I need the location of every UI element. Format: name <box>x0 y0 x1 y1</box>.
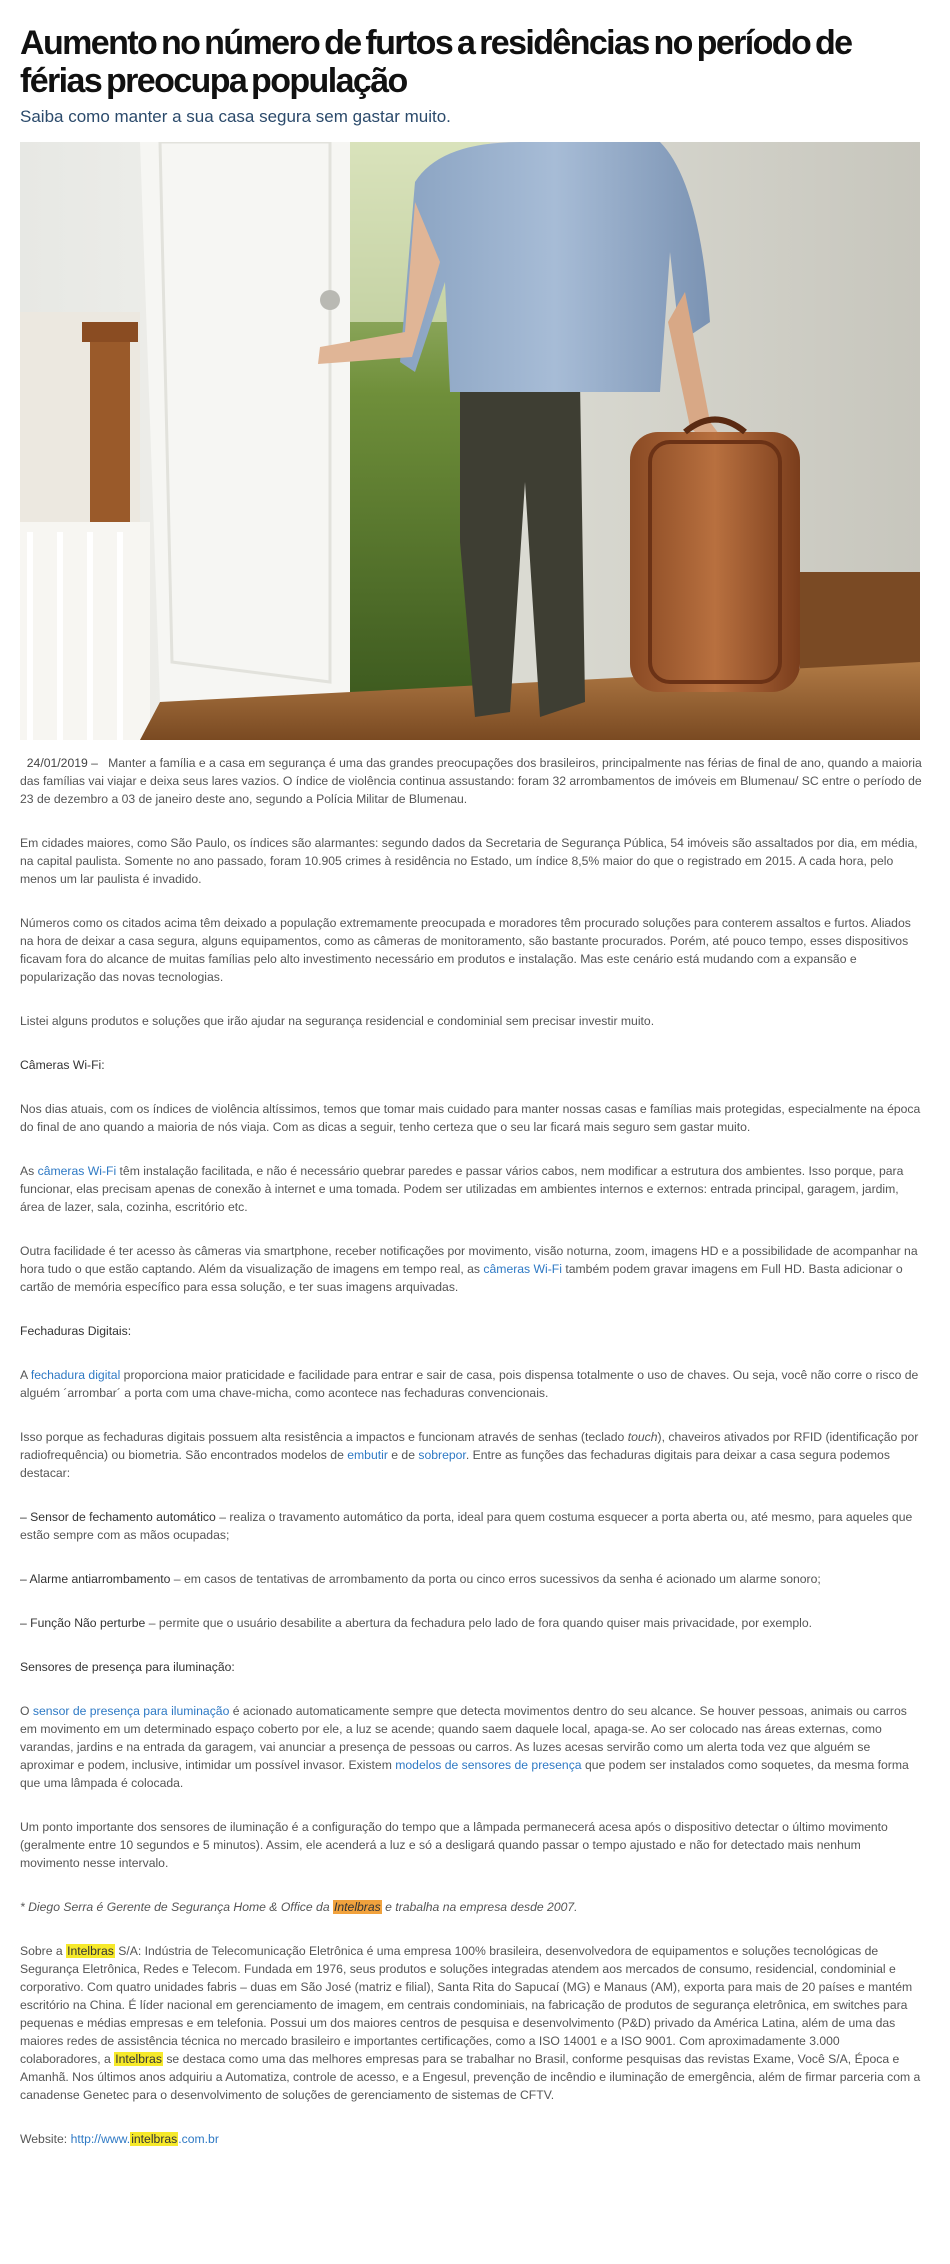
section-heading-fechaduras: Fechaduras Digitais: <box>20 1324 132 1338</box>
paragraph: O sensor de presença para iluminação é acionado automaticamente sempre que detecta movimentos dentro do seu alcance. Se houver pessoas, animais ou carros em movimento em um determinado espaço coberto por ele, a luz se acende; quando saem daquele local, apaga-se. Ao ser colocado nas áreas externas, como varandas, jardins e na entrada da garagem, vai anunciar a presença de pessoas ou carros. As luzes acesas servirão como um alerta toda vez que alguém se aproximar e podem, inclusive, intimidar um possível invasor. Existem modelos de sensores de presença que podem ser instalados como soquetes, da mesma forma que uma lâmpada é colocada. <box>20 1704 909 1790</box>
feature-item: – Alarme antiarrombamento – em casos de tentativas de arrombamento da porta ou cinco erros sucessivos da senha é acionado um alarme sonoro; <box>20 1572 821 1586</box>
link-fechadura-digital[interactable]: fechadura digital <box>30 1368 121 1382</box>
feature-item: – Sensor de fechamento automático – realiza o travamento automático da porta, ideal para quem costuma esquecer a porta aberta ou, até mesmo, para aqueles que estão sempre com as mãos ocupadas; <box>20 1510 913 1542</box>
article-body <box>20 754 922 2148</box>
link-modelos-sensores[interactable]: modelos de sensores de presença <box>395 1758 582 1772</box>
paragraph: Outra facilidade é ter acesso às câmeras via smartphone, receber notificações por movimento, visão noturna, zoom, imagens HD e a possibilidade de acompanhar na hora tudo o que estão captando. Além da visualização de imagens em tempo real, as câmeras Wi-Fi também podem gravar imagens em Full HD. Basta adicionar o cartão de memória específico para essa solução, e ter suas imagens arquivadas. <box>20 1244 918 1294</box>
paragraph: Isso porque as fechaduras digitais possuem alta resistência a impactos e funcionam através de senhas (teclado touch), chaveiros ativados por RFID (identificação por radiofrequência) ou biometria. São encontrados modelos de embutir e de sobrepor. Entre as funções das fechaduras digitais para deixar a casa segura podemos destacar: <box>20 1430 919 1480</box>
link-cameras-wifi[interactable]: câmeras Wi-Fi <box>37 1164 117 1178</box>
link-sensor-presenca[interactable]: sensor de presença para iluminação <box>32 1704 230 1718</box>
paragraph: Em cidades maiores, como São Paulo, os índices são alarmantes: segundo dados da Secretaria de Segurança Pública, 54 imóveis são assaltados por dia, em média, na capital paulista. Somente no ano passado, foram 10.905 crimes à residência no Estado, um índice 8,5% maior do que o registrado em 2015. A cada hora, pelo menos um lar paulista é invadido. <box>20 836 918 886</box>
website-link[interactable]: http://www.intelbras.com.br <box>70 2132 219 2146</box>
about-company: Sobre a Intelbras S/A: Indústria de Telecomunicação Eletrônica é uma empresa 100% brasileira, desenvolvedora de equipamentos e soluções tecnológicas de Segurança Eletrônica, Redes e Telecom. Fundada em 1976, seus produtos e soluções integradas atendem aos mercados de consumo, residencial, condominial e corporativo. Com quatro unidades fabris – duas em São José (matriz e filial), Santa Rita do Sapucaí (MG) e Manaus (AM), exporta para mais de 20 países e mantém escritório na China. É líder nacional em gerenciamento de imagem, em centrais condominiais, na fabricação de produtos de segurança eletrônica, em switches para pequenas e médias empresas e em telefonia. Possui um dos maiores centros de pesquisa e desenvolvimento (P&D) privado da América Latina, além de uma das maiores redes de assistência técnica no mercado brasileiro e importantes certificações, como a ISO 14001 e a ISO 9001. Com aproximadamente 3.000 colaboradores, a Intelbras se destaca como uma das melhores empresas para se trabalhar no Brasil, conforme pesquisas das revistas Exame, Você S/A, Época e Amanhã. Nos últimos anos adquiriu a Automatiza, controle de acesso, e a Engesul, prevenção de incêndio e iluminação de emergência, além de firmar parceria com a canadense Genetec para o desenvolvimento de soluções de gerenciamento de sistemas de CFTV. <box>20 1944 921 2102</box>
website-line: Website: http://www.intelbras.com.br <box>20 2132 219 2146</box>
brand-highlight: Intelbras <box>115 2052 162 2066</box>
photo-man-leaving-home-with-suitcase-icon <box>20 142 920 740</box>
hero-image <box>20 142 920 740</box>
feature-item: – Função Não perturbe – permite que o usuário desabilite a abertura da fechadura pelo lado de fora quando quiser mais privacidade, por exemplo. <box>20 1616 813 1630</box>
paragraph: Listei alguns produtos e soluções que irão ajudar na segurança residencial e condominial sem precisar investir muito. <box>20 1014 655 1028</box>
link-embutir[interactable]: embutir <box>347 1448 388 1462</box>
paragraph: Números como os citados acima têm deixado a população extremamente preocupada e moradores têm procurado soluções para conterem assaltos e furtos. Aliados na hora de deixar a casa segura, alguns equipamentos, como as câmeras de monitoramento, são bastante procurados. Porém, até pouco tempo, esses dispositivos ficavam fora do alcance de muitas famílias pelo alto investimento necessário em produtos e instalação. Mas este cenário está mudando com a expansão e popularização das novas tecnologias. <box>20 916 911 984</box>
paragraph: Nos dias atuais, com os índices de violência altíssimos, temos que tomar mais cuidado para manter nossas casas e famílias mais protegidas, especialmente na época do final de ano quando a maioria de nós viaja. Com as dicas a seguir, tenho certeza que o seu lar ficará mais seguro sem gastar muito. <box>20 1102 921 1134</box>
paragraph: A fechadura digital proporciona maior praticidade e facilidade para entrar e sair de casa, pois dispensa totalmente o uso de chaves. Ou seja, você não corre o risco de alguém ´arrombar´ a porta com uma chave-micha, como acontece nas fechaduras convencionais. <box>20 1368 919 1400</box>
paragraph: As câmeras Wi-Fi têm instalação facilitada, e não é necessário quebrar paredes e passar vários cabos, nem modificar a estrutura dos ambientes. Isso porque, para funcionar, elas precisam apenas de conexão à internet e uma tomada. Podem ser utilizadas em ambientes internos e externos: entrada principal, garagem, jardim, área de lazer, sala, cozinha, escritório etc. <box>20 1164 904 1214</box>
article-date: 24/01/2019 – <box>26 756 98 770</box>
paragraph-intro: 24/01/2019 – Manter a família e a casa em segurança é uma das grandes preocupações dos brasileiros, principalmente nas férias de final de ano, quando a maioria das famílias vai viajar e deixa seus lares vazios. O índice de violência continua assustando: foram 32 arrombamentos de imóveis em Blumenau/ SC entre o período de 23 de dezembro a 03 de janeiro deste ano, segundo a Polícia Militar de Blumenau. <box>20 756 922 806</box>
paragraph: Um ponto importante dos sensores de iluminação é a configuração do tempo que a lâmpada permanecerá acesa após o dispositivo detectar o último movimento (geralmente entre 10 segundos e 5 minutos). Assim, ele acenderá a luz e só a desligará quando passar o tempo ajustado e não for detectado mais nenhum movimento nesse intervalo. <box>20 1820 888 1870</box>
article-subtitle: Saiba como manter a sua casa segura sem gastar muito. <box>20 107 451 126</box>
link-sobrepor[interactable]: sobrepor <box>418 1448 466 1462</box>
brand-highlight: Intelbras <box>67 1944 114 1958</box>
section-heading-sensores: Sensores de presença para iluminação: <box>20 1660 235 1674</box>
author-note: * Diego Serra é Gerente de Segurança Home & Office da Intelbras e trabalha na empresa desde 2007. <box>20 1900 578 1914</box>
brand-highlight: Intelbras <box>333 1900 381 1914</box>
section-heading-cameras: Câmeras Wi-Fi: <box>20 1058 105 1072</box>
link-cameras-wifi[interactable]: câmeras Wi-Fi <box>483 1262 562 1276</box>
article-title: Aumento no número de furtos a residências no período de férias preocupa população <box>20 24 852 100</box>
